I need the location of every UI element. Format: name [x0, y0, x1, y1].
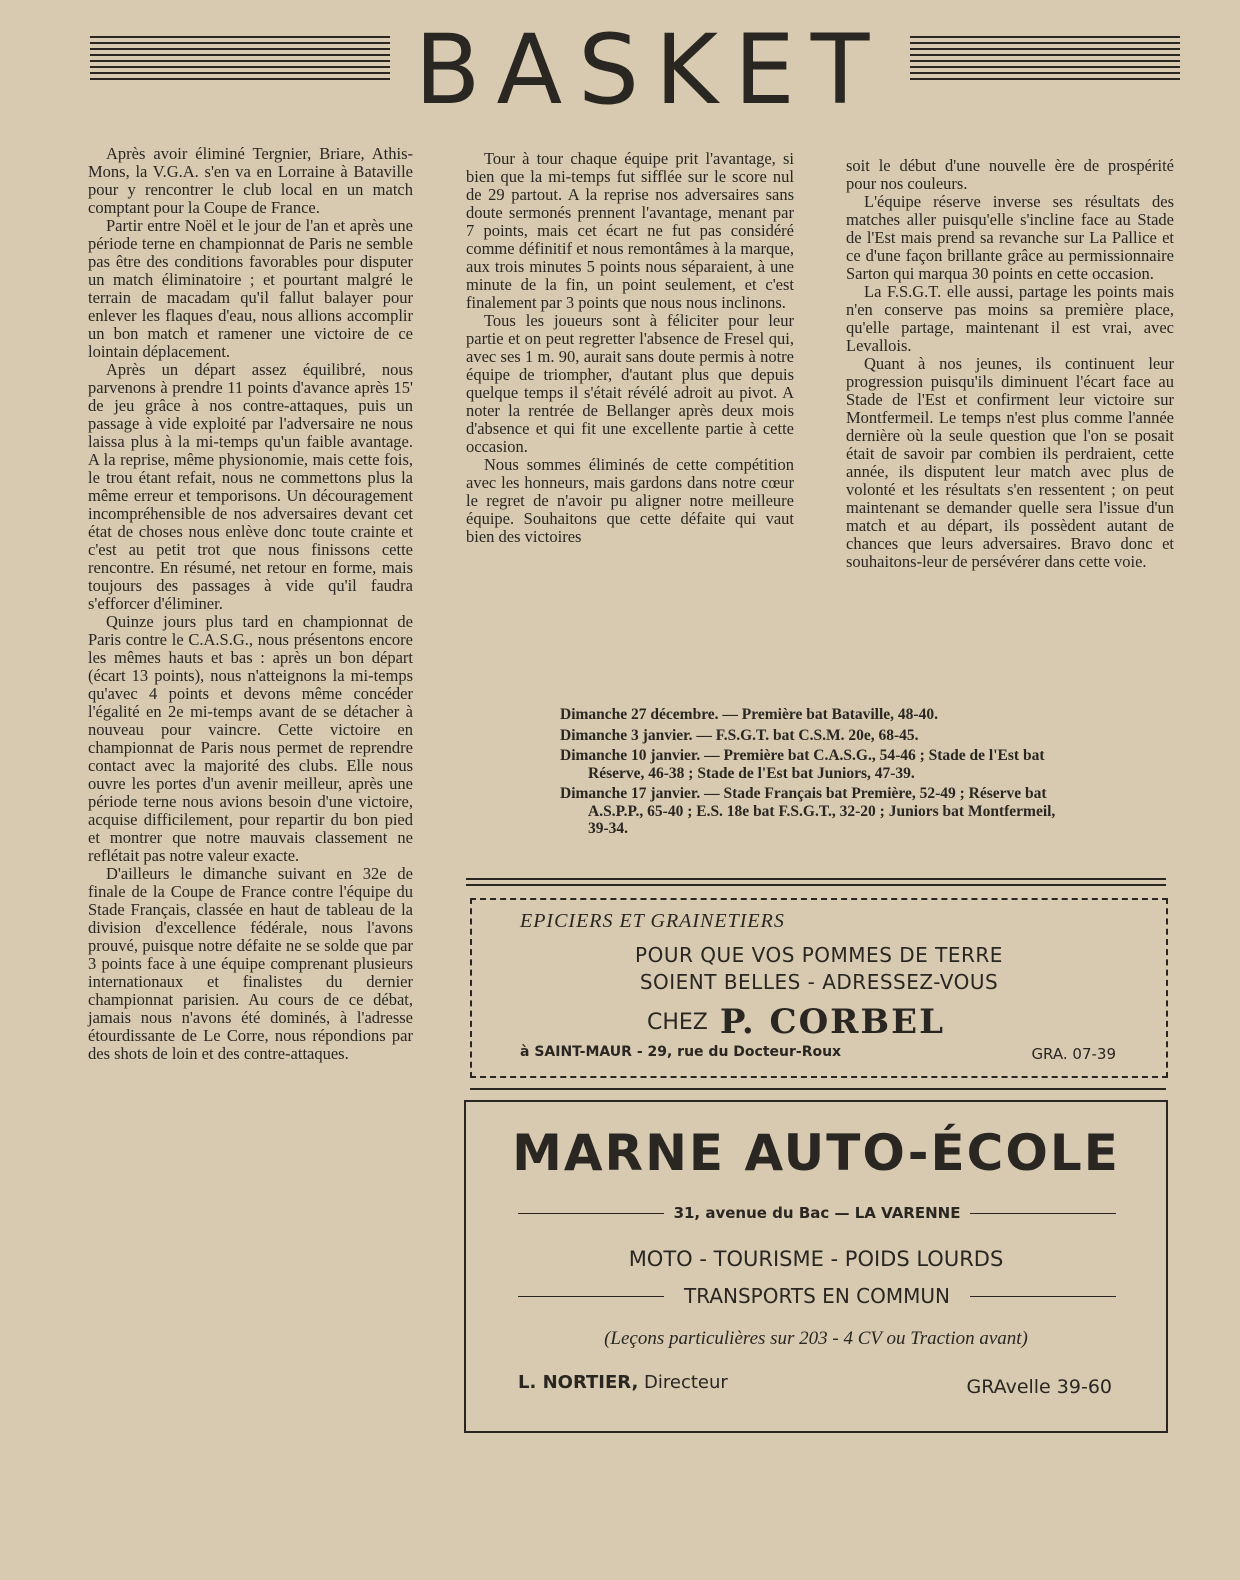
advert-corbel	[470, 898, 1168, 1078]
advert-transport: TRANSPORTS EN COMMUN	[684, 1284, 950, 1308]
paragraph: Tous les joueurs sont à féliciter pour leur partie et on peut regretter l'absence de Fresel qui, avec ses 1 m. 90, aurait sans doute permis à notre équipe de triompher, d'autant plus que depuis quelque temps il s'était révélé adroit au pivot. A noter la rentrée de Bellanger après deux mois d'absence et qui fit une excellente partie à cette occasion.	[466, 311, 794, 456]
advert-brand-line	[647, 1002, 945, 1042]
advert-transport-row	[518, 1284, 1116, 1308]
result-item: Dimanche 27 décembre. — Première bat Bataville, 48-40.	[560, 706, 938, 723]
rule	[518, 1296, 664, 1297]
advert-line: POUR QUE VOS POMMES DE TERRE	[635, 943, 1003, 967]
paragraph: Tour à tour chaque équipe prit l'avantage, si bien que la mi-temps fut sifflée sur le score nul de 29 partout. A la reprise nos adversaires sans doute sermonés prennent l'avantage, menant par 7 points, mais cet écart ne fut pas considéré comme définitif et nous remontâmes à la marque, aux trois minutes 5 points nous séparaient, à une minute de la fin, un point seulement, et c'est finalement par 3 points que nous nous inclinons.	[466, 149, 794, 312]
title-rule-right	[910, 36, 1180, 84]
title-rule-left	[90, 36, 390, 84]
advert-marne-auto-ecole	[464, 1100, 1168, 1433]
paragraph: D'ailleurs le dimanche suivant en 32e de finale de la Coupe de France contre l'équipe du Stade Français, classée en haut de tableau de la division d'excellence fédérale, nous l'avons prouvé, puisque notre défaite ne se solde que par 3 points face à une équipe comprenant plusieurs internationaux et finalistes du dernier championnat parisien. Au cours de ce débat, jamais nous n'avons été dominés, à l'adresse étourdissante de Le Corre, nous répondions par des shots de loin et des contre-attaques.	[88, 864, 413, 1063]
article-column-1	[88, 145, 413, 1063]
paragraph: Quant à nos jeunes, ils continuent leur progression puisqu'ils diminuent l'écart face au Stade de l'Est et confirment leur victoire sur Montfermeil. Le temps n'est plus comme l'année dernière où la seule question que l'on se posait était de savoir par combien ils perdraient, cette année, ils disputent leur match avec plus de volonté et les résultats s'en ressentent ; on peut maintenant se demander quelle sera l'issue d'un match et au départ, ils possèdent autant de chances que leurs adversaires. Bravo donc et souhaitons-leur de persévérer dans cette voie.	[846, 354, 1174, 571]
advert-chez: CHEZ	[647, 1010, 708, 1035]
advert-director	[518, 1372, 728, 1393]
advert-phone: GRAvelle 39-60	[966, 1376, 1112, 1398]
advert-heading: EPICIERS ET GRAINETIERS	[520, 910, 785, 932]
title-banner	[90, 14, 1180, 128]
advert-address: à SAINT-MAUR - 29, rue du Docteur-Roux	[520, 1044, 842, 1060]
paragraph: Après avoir éliminé Tergnier, Briare, Athis-Mons, la V.G.A. s'en va en Lorraine à Bataville pour y rencontrer le club local en un match comptant pour la Coupe de France.	[88, 144, 413, 217]
paragraph: Après un départ assez équilibré, nous parvenons à prendre 11 points d'avance après 15' de jeu grâce à nos contre-attaques, puis un passage à vide exploité par l'adversaire ne nous laissa plus à la mi-temps qu'un faible avantage. A la reprise, même physionomie, mais cette fois, le trou étant refait, nous ne commettons plus la même erreur et temporisons. Un découragement incompréhensible de nos adversaires devant cet état de choses nous enlève donc toute crainte et c'est au petit trot que nous finissons cette rencontre. En résumé, net retour en forme, mais toujours des passages à vide qu'il faudra s'efforcer d'éliminer.	[88, 360, 413, 613]
paragraph: Partir entre Noël et le jour de l'an et après une période terne en championnat de Paris ne semble pas être des conditions favorables pour disputer un match éliminatoire ; et pourtant malgré le terrain de macadam qu'il fallut balayer pour enlever les flaques d'eau, nous allions accomplir un bon match et ramener une victoire de ce lointain déplacement.	[88, 216, 413, 361]
rule	[970, 1296, 1116, 1297]
paragraph: Nous sommes éliminés de cette compétition avec les honneurs, mais gardons dans notre cœur le regret de n'avoir pu aligner notre meilleure équipe. Souhaitons que cette défaite qui vaut bien des victoires	[466, 455, 794, 546]
results-list	[560, 706, 1078, 841]
result-item: Dimanche 17 janvier. — Stade Français bat Première, 52-49 ; Réserve bat A.S.P.P., 65-40 ; E.S. 18e bat F.S.G.T., 32-20 ; Juniors bat Montfermeil, 39-34.	[560, 785, 1056, 837]
rule	[970, 1213, 1116, 1214]
article-column-2	[466, 150, 794, 546]
paragraph: La F.S.G.T. elle aussi, partage les points mais n'en conserve pas moins sa première place, qu'elle partage, maintenant il est vrai, avec Levallois.	[846, 282, 1174, 355]
section-divider	[466, 878, 1166, 886]
result-item: Dimanche 3 janvier. — F.S.G.T. bat C.S.M. 20e, 68-45.	[560, 726, 919, 744]
result-item: Dimanche 10 janvier. — Première bat C.A.S.G., 54-46 ; Stade de l'Est bat Réserve, 46-38 ; Stade de l'Est bat Juniors, 47-39.	[560, 747, 1045, 782]
advert-services: MOTO - TOURISME - POIDS LOURDS	[628, 1247, 1004, 1271]
advert-top-rule	[470, 1088, 1166, 1090]
advert-address: 31, avenue du Bac — LA VARENNE	[673, 1204, 961, 1222]
advert-phone: GRA. 07-39	[1031, 1045, 1116, 1063]
advert-brand: P. CORBEL	[719, 1002, 945, 1042]
paragraph: L'équipe réserve inverse ses résultats des matches aller puisqu'elle s'incline face au Stade de l'Est mais prend sa revanche sur La Pallice et ce d'une façon brillante grâce au permissionnaire Sarton qui marqua 30 points en cette occasion.	[846, 192, 1174, 283]
paragraph: soit le début d'une nouvelle ère de prospérité pour nos couleurs.	[846, 156, 1174, 193]
director-name: L. NORTIER,	[518, 1372, 639, 1393]
advert-lessons: (Leçons particulières sur 203 - 4 CV ou Traction avant)	[604, 1328, 1028, 1349]
advert-name: MARNE AUTO-ÉCOLE	[512, 1124, 1120, 1182]
paragraph: Quinze jours plus tard en championnat de Paris contre le C.A.S.G., nous présentons encore les mêmes hauts et bas : après un bon départ (écart 13 points), nous n'atteignons la mi-temps qu'avec 4 points et devons même concéder l'égalité en 2e mi-temps avant de se détacher à nouveau pour vaincre. Cette victoire en championnat de Paris nous permet de reprendre contact avec la majorité des clubs. Elle nous ouvre les portes d'un avenir meilleur, après une période terne nous avions besoin d'une victoire, acquise difficilement, pour repartir du bon pied et montrer que notre mauvais classement ne reflétait pas notre valeur exacte.	[88, 612, 413, 865]
page-title: BASKET	[414, 14, 886, 126]
advert-line: SOIENT BELLES - ADRESSEZ-VOUS	[639, 970, 999, 994]
rule	[518, 1213, 664, 1214]
director-title: Directeur	[644, 1372, 728, 1393]
article-column-3	[846, 157, 1174, 571]
advert-address-row	[518, 1204, 1116, 1222]
